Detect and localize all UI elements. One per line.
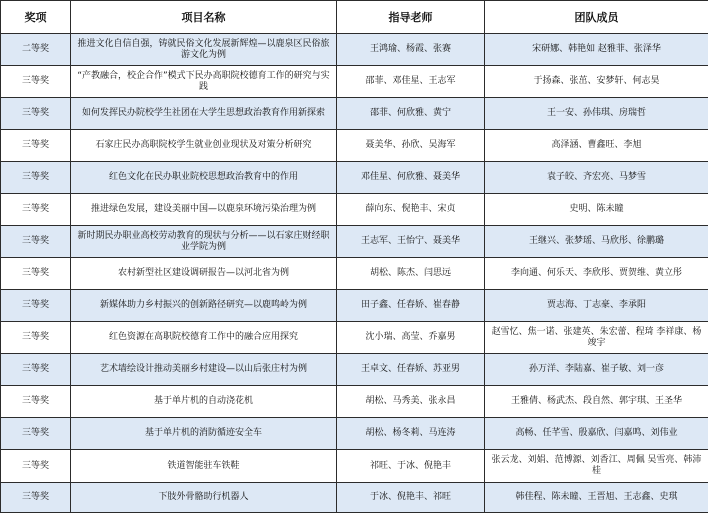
team-cell: 高畅、任芊雪、殷嘉欣、闫嘉鸣、刘伟业	[485, 418, 708, 450]
project-cell: 新时期民办职业高校劳动教育的现状与分析——以石家庄财经职业学院为例	[71, 226, 337, 258]
award-cell: 三等奖	[1, 450, 71, 483]
advisor-cell: 邵菲、邓佳星、王志军	[337, 66, 485, 98]
table-row	[1, 98, 708, 130]
team-cell: 赵雪忆、焦一诺、张建英、朱宏蕾、程琦 李祥康、杨竣宇	[485, 322, 708, 354]
advisor-cell: 田子鑫、任春娇、崔春静	[337, 290, 485, 322]
table-row	[1, 34, 708, 66]
award-cell: 三等奖	[1, 162, 71, 194]
table-row	[1, 483, 708, 513]
header-award: 奖项	[1, 1, 71, 34]
table-row	[1, 66, 708, 98]
table-row	[1, 290, 708, 322]
project-cell: 艺术墙绘设计推动美丽乡村建设—以山后张庄村为例	[71, 354, 337, 386]
project-cell: 红色文化在民办职业院校思想政治教育中的作用	[71, 162, 337, 194]
team-cell: 李向通、何乐天、李欣彤、贾贺维、黄立彤	[485, 258, 708, 290]
table-row	[1, 162, 708, 194]
header-advisor: 指导老师	[337, 1, 485, 34]
advisor-cell: 胡松、杨冬莉、马连涛	[337, 418, 485, 450]
project-cell: 农村新型社区建设调研报告—以河北省为例	[71, 258, 337, 290]
header-team: 团队成员	[485, 1, 708, 34]
project-cell: 新媒体助力乡村振兴的创新路径研究—以鹿鸣岭为例	[71, 290, 337, 322]
award-cell: 三等奖	[1, 418, 71, 450]
project-cell: 推进绿色发展，建设美丽中国—以鹿泉环境污染治理为例	[71, 194, 337, 226]
team-cell: 孙万洋、李陆嘉、崔子敏、刘一彦	[485, 354, 708, 386]
project-cell: 基于单片机的自动浇花机	[71, 386, 337, 418]
advisor-cell: 王鸿瑜、杨霞、张赛	[337, 34, 485, 66]
award-cell: 三等奖	[1, 290, 71, 322]
project-cell: 红色资源在高职院校德育工作中的融合应用探究	[71, 322, 337, 354]
advisor-cell: 邓佳星、何欣雅、聂美华	[337, 162, 485, 194]
award-cell: 三等奖	[1, 130, 71, 162]
table-row	[1, 450, 708, 483]
advisor-cell: 胡松、马秀美、张永昌	[337, 386, 485, 418]
table-row	[1, 226, 708, 258]
team-cell: 韩佳程、陈未瞳、王晋旭、王志鑫、史琪	[485, 483, 708, 513]
award-cell: 三等奖	[1, 194, 71, 226]
team-cell: 袁子皎、齐宏亮、马梦雪	[485, 162, 708, 194]
header-project: 项目名称	[71, 1, 337, 34]
table-row	[1, 130, 708, 162]
project-cell: 基于单片机的消防循迹安全车	[71, 418, 337, 450]
project-cell: 推进文化自信自强，铸就民俗文化发展新辉煌—以鹿泉区民俗旅游文化为例	[71, 34, 337, 66]
team-cell: 王雅倩、杨武杰、段自然、郭宇琪、王圣华	[485, 386, 708, 418]
advisor-cell: 薛向东、倪艳丰、宋贞	[337, 194, 485, 226]
team-cell: 张云龙、刘娟、范博源、刘香江、周佩 吴雪亮、韩沛桂	[485, 450, 708, 483]
table-row	[1, 194, 708, 226]
project-cell: 石家庄民办高职院校学生就业创业现状及对策分析研究	[71, 130, 337, 162]
project-cell: 如何发挥民办院校学生社团在大学生思想政治教育作用新探索	[71, 98, 337, 130]
advisor-cell: 沈小瑞、高莹、乔嘉男	[337, 322, 485, 354]
award-cell: 三等奖	[1, 66, 71, 98]
table-row	[1, 418, 708, 450]
advisor-cell: 胡松、陈杰、闫思远	[337, 258, 485, 290]
advisor-cell: 王志军、王怡宁、聂美华	[337, 226, 485, 258]
team-cell: 王一安、孙伟琪、房瑞哲	[485, 98, 708, 130]
table-row	[1, 258, 708, 290]
team-cell: 王继兴、张梦瑶、马欣彤、徐鹏璐	[485, 226, 708, 258]
award-cell: 三等奖	[1, 322, 71, 354]
advisor-cell: 祁旺、于冰、倪艳丰	[337, 450, 485, 483]
advisor-cell: 邵菲、何欣雅、黄宁	[337, 98, 485, 130]
table-row	[1, 386, 708, 418]
team-cell: 宋研娜、韩艳如 赵雅菲、张泽华	[485, 34, 708, 66]
advisor-cell: 于冰、倪艳丰、祁旺	[337, 483, 485, 513]
advisor-cell: 王卓文、任春娇、苏亚男	[337, 354, 485, 386]
project-cell: 铁道智能驻车铁鞋	[71, 450, 337, 483]
award-cell: 三等奖	[1, 226, 71, 258]
award-cell: 三等奖	[1, 354, 71, 386]
award-cell: 二等奖	[1, 34, 71, 66]
table-row	[1, 354, 708, 386]
award-cell: 三等奖	[1, 386, 71, 418]
project-cell: “产教融合，校企合作”模式下民办高职院校德育工作的研究与实践	[71, 66, 337, 98]
team-cell: 史明、陈未瞳	[485, 194, 708, 226]
award-cell: 三等奖	[1, 258, 71, 290]
table-row	[1, 322, 708, 354]
team-cell: 贾志海、丁志豪、李承阳	[485, 290, 708, 322]
advisor-cell: 聂美华、孙欣、吴海军	[337, 130, 485, 162]
award-cell: 三等奖	[1, 483, 71, 513]
team-cell: 高泽涵、曹鑫旺、李旭	[485, 130, 708, 162]
team-cell: 于扬森、张茁、安梦轩、何志昊	[485, 66, 708, 98]
project-cell: 下肢外骨骼助行机器人	[71, 483, 337, 513]
award-cell: 三等奖	[1, 98, 71, 130]
table-header-row	[1, 1, 708, 34]
